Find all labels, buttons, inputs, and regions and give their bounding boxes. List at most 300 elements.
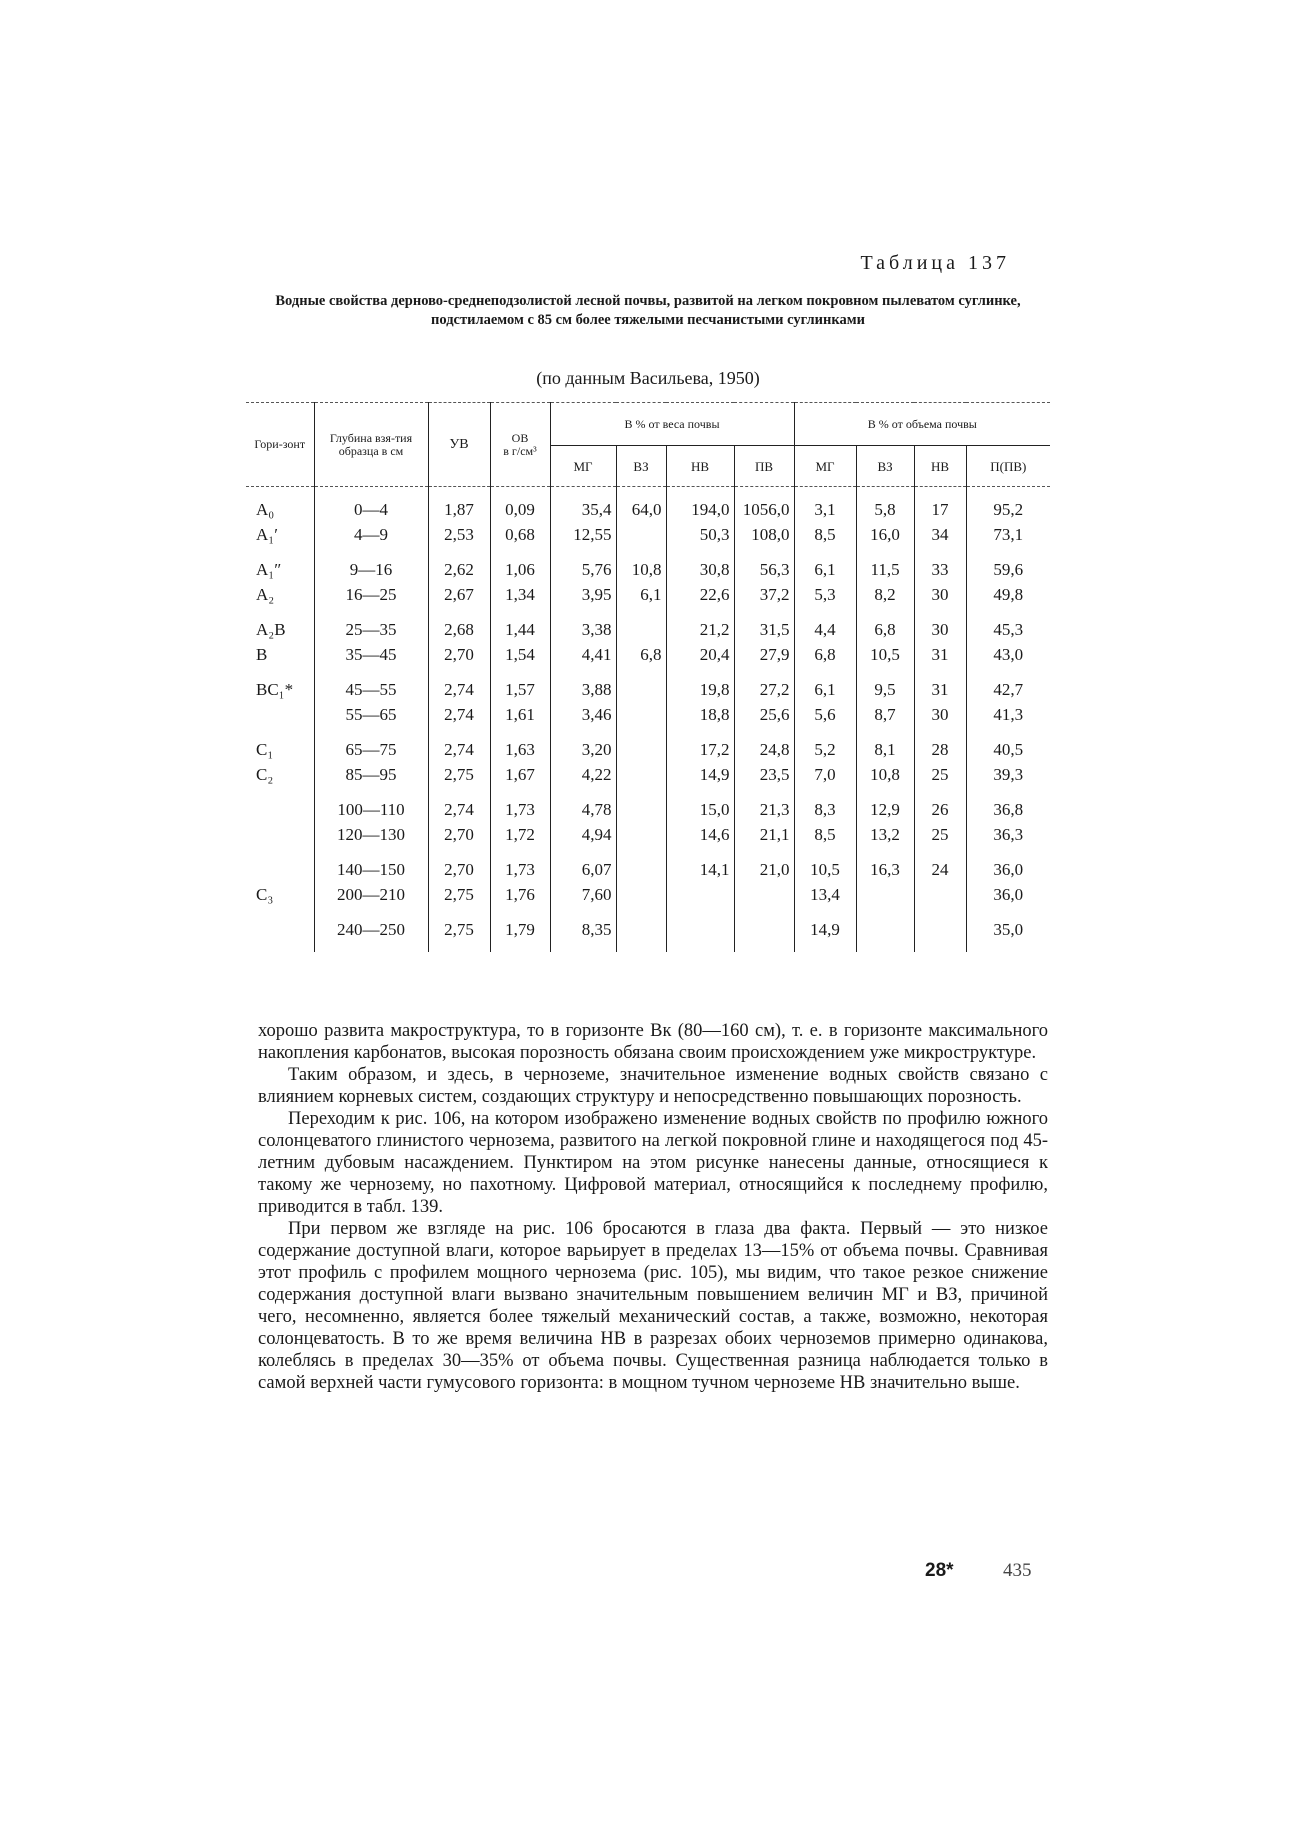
cell-uv: 2,68 — [428, 617, 490, 642]
cell-ov: 1,79 — [490, 917, 550, 942]
cell-depth: 65—75 — [314, 737, 428, 762]
spacer-cell — [914, 907, 966, 917]
cell-weight-mg: 4,78 — [550, 797, 616, 822]
cell-ov: 1,34 — [490, 582, 550, 607]
cell-weight-pv: 27,9 — [734, 642, 794, 667]
spacer-cell — [794, 727, 856, 737]
spacer-cell — [794, 547, 856, 557]
cell-volume-vz: 6,8 — [856, 617, 914, 642]
cell-horizon — [246, 857, 314, 882]
cell-weight-vz: 64,0 — [616, 497, 666, 522]
spacer-cell — [734, 907, 794, 917]
cell-uv: 2,74 — [428, 702, 490, 727]
cell-weight-mg: 6,07 — [550, 857, 616, 882]
spacer-cell — [550, 487, 616, 498]
cell-weight-nv: 18,8 — [666, 702, 734, 727]
paragraph: Переходим к рис. 106, на котором изображено изменение водных свойств по профилю южного солонцеватого глинистого чернозема, развитого на легкой покровной глине и находящегося под 45-летним дубовым насаждением. Пунктиром на этом рисунке нанесены данные, относящиеся к такому же чернозему, но пахотному. Цифровой материал, относящийся к последнему профилю, приводится в табл. 139. — [258, 1109, 1048, 1217]
header-weight-vz: ВЗ — [616, 446, 666, 487]
cell-weight-vz: 6,1 — [616, 582, 666, 607]
cell-uv: 2,62 — [428, 557, 490, 582]
spacer-cell — [428, 727, 490, 737]
cell-weight-mg: 12,55 — [550, 522, 616, 547]
cell-volume-vz: 16,3 — [856, 857, 914, 882]
spacer-cell — [246, 487, 314, 498]
header-ov-unit: в г/см³ — [503, 443, 537, 458]
spacer-cell — [856, 667, 914, 677]
cell-weight-mg: 3,38 — [550, 617, 616, 642]
cell-weight-vz — [616, 677, 666, 702]
cell-volume-nv: 17 — [914, 497, 966, 522]
spacer-cell — [966, 907, 1050, 917]
header-weight-nv: НВ — [666, 446, 734, 487]
header-horizon: Гори-зонт — [246, 403, 314, 487]
cell-volume-nv: 31 — [914, 677, 966, 702]
cell-volume-mg: 7,0 — [794, 762, 856, 787]
spacer-cell — [616, 847, 666, 857]
header-weight-mg: МГ — [550, 446, 616, 487]
cell-volume-ppv: 35,0 — [966, 917, 1050, 942]
spacer-cell — [966, 942, 1050, 952]
cell-weight-vz — [616, 797, 666, 822]
spacer-cell — [966, 607, 1050, 617]
cell-volume-vz: 16,0 — [856, 522, 914, 547]
cell-ov: 1,73 — [490, 857, 550, 882]
spacer-cell — [616, 942, 666, 952]
cell-volume-vz: 10,8 — [856, 762, 914, 787]
cell-ov: 1,44 — [490, 617, 550, 642]
cell-volume-ppv: 36,0 — [966, 882, 1050, 907]
cell-weight-nv — [666, 917, 734, 942]
cell-volume-vz: 9,5 — [856, 677, 914, 702]
table-row — [246, 522, 1050, 547]
row-spacer — [246, 942, 1050, 952]
spacer-cell — [914, 487, 966, 498]
cell-horizon: A₂ — [256, 585, 275, 604]
spacer-cell — [734, 547, 794, 557]
cell-weight-vz: 6,8 — [616, 642, 666, 667]
header-volume-vz: ВЗ — [856, 446, 914, 487]
spacer-cell — [914, 787, 966, 797]
spacer-cell — [794, 787, 856, 797]
row-spacer — [246, 907, 1050, 917]
spacer-cell — [914, 847, 966, 857]
cell-weight-nv: 22,6 — [666, 582, 734, 607]
spacer-cell — [666, 907, 734, 917]
spacer-cell — [428, 907, 490, 917]
cell-volume-mg: 6,8 — [794, 642, 856, 667]
cell-uv: 2,53 — [428, 522, 490, 547]
spacer-cell — [794, 667, 856, 677]
cell-weight-pv: 21,3 — [734, 797, 794, 822]
page-number: 435 — [1003, 1560, 1032, 1581]
cell-weight-mg: 7,60 — [550, 882, 616, 907]
cell-volume-ppv: 73,1 — [966, 522, 1050, 547]
cell-volume-ppv: 36,3 — [966, 822, 1050, 847]
spacer-cell — [314, 907, 428, 917]
spacer-cell — [246, 667, 314, 677]
spacer-cell — [966, 667, 1050, 677]
spacer-cell — [856, 727, 914, 737]
spacer-cell — [914, 727, 966, 737]
spacer-cell — [550, 547, 616, 557]
cell-weight-vz — [616, 917, 666, 942]
spacer-cell — [490, 547, 550, 557]
table-row — [246, 917, 1050, 942]
header-uv: УВ — [428, 403, 490, 487]
table-row — [246, 617, 1050, 642]
spacer-cell — [490, 667, 550, 677]
cell-uv: 2,70 — [428, 857, 490, 882]
cell-depth: 45—55 — [314, 677, 428, 702]
cell-volume-ppv: 95,2 — [966, 497, 1050, 522]
spacer-cell — [246, 907, 314, 917]
cell-volume-nv: 31 — [914, 642, 966, 667]
spacer-cell — [856, 607, 914, 617]
row-spacer — [246, 847, 1050, 857]
table-row — [246, 857, 1050, 882]
cell-weight-nv: 14,6 — [666, 822, 734, 847]
spacer-cell — [550, 847, 616, 857]
cell-weight-mg: 4,94 — [550, 822, 616, 847]
cell-volume-mg: 5,3 — [794, 582, 856, 607]
cell-weight-mg: 4,22 — [550, 762, 616, 787]
cell-ov: 1,61 — [490, 702, 550, 727]
spacer-cell — [246, 607, 314, 617]
cell-volume-mg: 13,4 — [794, 882, 856, 907]
spacer-cell — [966, 547, 1050, 557]
table-row — [246, 557, 1050, 582]
cell-weight-pv: 25,6 — [734, 702, 794, 727]
table-row — [246, 677, 1050, 702]
cell-volume-vz — [856, 917, 914, 942]
cell-ov: 1,54 — [490, 642, 550, 667]
cell-weight-vz: 10,8 — [616, 557, 666, 582]
cell-volume-nv: 33 — [914, 557, 966, 582]
cell-weight-pv: 23,5 — [734, 762, 794, 787]
header-depth: Глубина взя-тия образца в см — [314, 403, 428, 487]
cell-weight-vz — [616, 857, 666, 882]
cell-uv: 2,70 — [428, 642, 490, 667]
cell-horizon — [246, 822, 314, 847]
spacer-cell — [314, 487, 428, 498]
cell-weight-nv: 14,1 — [666, 857, 734, 882]
cell-uv: 2,74 — [428, 677, 490, 702]
cell-depth: 9—16 — [314, 557, 428, 582]
cell-depth: 25—35 — [314, 617, 428, 642]
spacer-cell — [734, 942, 794, 952]
cell-volume-ppv: 36,8 — [966, 797, 1050, 822]
cell-volume-vz: 8,1 — [856, 737, 914, 762]
row-spacer — [246, 487, 1050, 498]
cell-weight-pv: 108,0 — [734, 522, 794, 547]
cell-volume-mg: 4,4 — [794, 617, 856, 642]
cell-weight-nv: 14,9 — [666, 762, 734, 787]
cell-weight-vz — [616, 762, 666, 787]
cell-weight-mg: 4,41 — [550, 642, 616, 667]
cell-weight-vz — [616, 737, 666, 762]
spacer-cell — [914, 547, 966, 557]
cell-volume-nv: 30 — [914, 702, 966, 727]
cell-weight-nv: 20,4 — [666, 642, 734, 667]
cell-weight-pv: 31,5 — [734, 617, 794, 642]
cell-uv: 2,75 — [428, 882, 490, 907]
spacer-cell — [734, 607, 794, 617]
cell-weight-mg: 5,76 — [550, 557, 616, 582]
cell-weight-pv — [734, 917, 794, 942]
cell-volume-mg: 8,3 — [794, 797, 856, 822]
table-source: (по данным Васильева, 1950) — [536, 368, 760, 388]
spacer-cell — [314, 667, 428, 677]
header-ov-label: ОВ — [511, 430, 529, 445]
spacer-cell — [616, 487, 666, 498]
cell-horizon — [246, 797, 314, 822]
spacer-cell — [616, 547, 666, 557]
cell-volume-mg: 14,9 — [794, 917, 856, 942]
spacer-cell — [666, 942, 734, 952]
spacer-cell — [666, 487, 734, 498]
spacer-cell — [490, 942, 550, 952]
cell-ov: 1,63 — [490, 737, 550, 762]
cell-weight-nv: 17,2 — [666, 737, 734, 762]
cell-ov: 1,72 — [490, 822, 550, 847]
cell-volume-vz — [856, 882, 914, 907]
spacer-cell — [666, 547, 734, 557]
spacer-cell — [246, 847, 314, 857]
cell-weight-nv: 21,2 — [666, 617, 734, 642]
cell-weight-mg: 3,20 — [550, 737, 616, 762]
cell-horizon — [246, 917, 314, 942]
cell-volume-mg: 5,2 — [794, 737, 856, 762]
cell-weight-mg: 8,35 — [550, 917, 616, 942]
spacer-cell — [616, 787, 666, 797]
spacer-cell — [314, 787, 428, 797]
spacer-cell — [246, 547, 314, 557]
table-row — [246, 497, 1050, 522]
cell-volume-nv — [914, 917, 966, 942]
spacer-cell — [616, 667, 666, 677]
cell-weight-nv: 50,3 — [666, 522, 734, 547]
paragraph: Таким образом, и здесь, в черноземе, значительное изменение водных свойств связано с влиянием корневых систем, создающих структуру и непосредственно повышающих порозность. — [258, 1065, 1048, 1107]
spacer-cell — [666, 667, 734, 677]
cell-weight-mg: 35,4 — [550, 497, 616, 522]
cell-ov: 0,09 — [490, 497, 550, 522]
cell-volume-nv: 34 — [914, 522, 966, 547]
spacer-cell — [856, 547, 914, 557]
cell-ov: 1,73 — [490, 797, 550, 822]
paragraph: хорошо развита макроструктура, то в горизонте Bк (80—160 см), т. е. в горизонте максимального накопления карбонатов, высокая порозность обязана своим происхождением уже микроструктуре. — [258, 1021, 1048, 1063]
spacer-cell — [490, 487, 550, 498]
cell-horizon: A₂B — [256, 620, 286, 639]
header-weight-pv: ПВ — [734, 446, 794, 487]
cell-volume-mg: 3,1 — [794, 497, 856, 522]
cell-volume-ppv: 49,8 — [966, 582, 1050, 607]
cell-weight-pv: 1056,0 — [734, 497, 794, 522]
table-caption: Водные свойства дерново-среднеподзолистой лесной почвы, развитой на легком покровном пылеватом суглинке, подстилаемом с 85 см более тяжелыми песчанистыми суглинками — [275, 293, 1021, 328]
cell-horizon: A₁″ — [256, 560, 282, 579]
cell-weight-mg: 3,95 — [550, 582, 616, 607]
table-row — [246, 822, 1050, 847]
cell-volume-mg: 6,1 — [794, 557, 856, 582]
cell-depth: 55—65 — [314, 702, 428, 727]
spacer-cell — [794, 847, 856, 857]
cell-volume-ppv: 59,6 — [966, 557, 1050, 582]
spacer-cell — [314, 607, 428, 617]
cell-weight-pv: 21,1 — [734, 822, 794, 847]
spacer-cell — [490, 727, 550, 737]
table-header — [246, 403, 1050, 487]
cell-uv: 2,70 — [428, 822, 490, 847]
spacer-cell — [666, 607, 734, 617]
paragraph: При первом же взгляде на рис. 106 бросаются в глаза два факта. Первый — это низкое содержание доступной влаги, которое варьирует в пределах 13—15% от объема почвы. Сравнивая этот профиль с профилем мощного чернозема (рис. 105), мы видим, что такое резкое снижение содержания доступной влаги вызвано значительным повышением величин МГ и ВЗ, причиной чего, несомненно, является более тяжелый механический состав, а также, возможно, некоторая солонцеватость. В то же время величина НВ в разрезах обоих черноземов примерно одинакова, колеблясь в пределах 30—35% от объема почвы. Существенная разница наблюдается только в самой верхней части гумусового горизонта: в мощном тучном черноземе НВ значительно выше. — [258, 1219, 1048, 1393]
cell-volume-nv: 25 — [914, 822, 966, 847]
cell-volume-nv: 24 — [914, 857, 966, 882]
cell-horizon: A₁′ — [256, 525, 278, 544]
cell-depth: 4—9 — [314, 522, 428, 547]
spacer-cell — [314, 942, 428, 952]
cell-volume-vz: 13,2 — [856, 822, 914, 847]
spacer-cell — [966, 847, 1050, 857]
spacer-cell — [734, 667, 794, 677]
cell-uv: 2,74 — [428, 797, 490, 822]
spacer-cell — [550, 907, 616, 917]
cell-weight-vz — [616, 522, 666, 547]
spacer-cell — [966, 727, 1050, 737]
cell-ov: 0,68 — [490, 522, 550, 547]
spacer-cell — [734, 787, 794, 797]
cell-horizon: C₂ — [256, 765, 274, 784]
spacer-cell — [490, 607, 550, 617]
cell-volume-mg: 8,5 — [794, 822, 856, 847]
spacer-cell — [616, 727, 666, 737]
header-volume-ppv: П(ПВ) — [966, 446, 1050, 487]
spacer-cell — [428, 547, 490, 557]
cell-uv: 1,87 — [428, 497, 490, 522]
header-volume-nv: НВ — [914, 446, 966, 487]
spacer-cell — [856, 942, 914, 952]
spacer-cell — [490, 847, 550, 857]
header-ov — [490, 403, 550, 487]
spacer-cell — [428, 667, 490, 677]
spacer-cell — [666, 787, 734, 797]
spacer-cell — [914, 607, 966, 617]
cell-ov: 1,06 — [490, 557, 550, 582]
cell-weight-pv: 56,3 — [734, 557, 794, 582]
cell-weight-vz — [616, 702, 666, 727]
cell-depth: 0—4 — [314, 497, 428, 522]
table-row — [246, 762, 1050, 787]
table-row — [246, 737, 1050, 762]
spacer-cell — [794, 907, 856, 917]
cell-weight-mg: 3,88 — [550, 677, 616, 702]
cell-depth: 140—150 — [314, 857, 428, 882]
cell-uv: 2,75 — [428, 762, 490, 787]
spacer-cell — [734, 727, 794, 737]
table-row — [246, 797, 1050, 822]
cell-volume-nv: 30 — [914, 617, 966, 642]
cell-weight-mg: 3,46 — [550, 702, 616, 727]
spacer-cell — [490, 787, 550, 797]
cell-volume-vz: 8,2 — [856, 582, 914, 607]
spacer-cell — [246, 942, 314, 952]
cell-horizon: BC₁* — [256, 680, 294, 699]
spacer-cell — [314, 847, 428, 857]
cell-horizon: C₃ — [256, 885, 274, 904]
cell-volume-nv: 26 — [914, 797, 966, 822]
cell-weight-vz — [616, 617, 666, 642]
cell-volume-ppv: 43,0 — [966, 642, 1050, 667]
cell-weight-nv: 19,8 — [666, 677, 734, 702]
cell-volume-nv: 28 — [914, 737, 966, 762]
cell-volume-ppv: 41,3 — [966, 702, 1050, 727]
spacer-cell — [966, 487, 1050, 498]
cell-ov: 1,76 — [490, 882, 550, 907]
spacer-cell — [856, 487, 914, 498]
spacer-cell — [856, 787, 914, 797]
spacer-cell — [794, 487, 856, 498]
table-body — [246, 487, 1050, 953]
cell-volume-mg: 5,6 — [794, 702, 856, 727]
spacer-cell — [666, 727, 734, 737]
cell-weight-pv: 27,2 — [734, 677, 794, 702]
spacer-cell — [490, 907, 550, 917]
cell-volume-vz: 5,8 — [856, 497, 914, 522]
body-text — [258, 1020, 1048, 1394]
cell-horizon: B — [256, 645, 268, 664]
cell-volume-vz: 11,5 — [856, 557, 914, 582]
table-label: Таблица 137 — [860, 252, 1010, 274]
spacer-cell — [914, 667, 966, 677]
spacer-cell — [794, 942, 856, 952]
cell-volume-ppv: 40,5 — [966, 737, 1050, 762]
cell-weight-nv: 15,0 — [666, 797, 734, 822]
cell-volume-nv: 25 — [914, 762, 966, 787]
header-group-volume: В % от объема почвы — [794, 403, 1050, 446]
cell-depth: 100—110 — [314, 797, 428, 822]
cell-uv: 2,74 — [428, 737, 490, 762]
cell-volume-ppv: 45,3 — [966, 617, 1050, 642]
water-properties-table — [246, 402, 1050, 952]
spacer-cell — [734, 847, 794, 857]
spacer-cell — [246, 727, 314, 737]
cell-ov: 1,57 — [490, 677, 550, 702]
row-spacer — [246, 727, 1050, 737]
cell-volume-vz: 12,9 — [856, 797, 914, 822]
cell-volume-mg: 8,5 — [794, 522, 856, 547]
spacer-cell — [666, 847, 734, 857]
spacer-cell — [550, 942, 616, 952]
table-row — [246, 882, 1050, 907]
spacer-cell — [616, 607, 666, 617]
spacer-cell — [428, 607, 490, 617]
spacer-cell — [428, 942, 490, 952]
table-row — [246, 702, 1050, 727]
cell-weight-pv: 21,0 — [734, 857, 794, 882]
table-row — [246, 642, 1050, 667]
spacer-cell — [314, 547, 428, 557]
spacer-cell — [428, 787, 490, 797]
spacer-cell — [550, 727, 616, 737]
spacer-cell — [966, 787, 1050, 797]
cell-depth: 200—210 — [314, 882, 428, 907]
spacer-cell — [428, 487, 490, 498]
spacer-cell — [616, 907, 666, 917]
row-spacer — [246, 787, 1050, 797]
cell-volume-vz: 8,7 — [856, 702, 914, 727]
spacer-cell — [856, 907, 914, 917]
cell-volume-ppv: 42,7 — [966, 677, 1050, 702]
cell-volume-ppv: 39,3 — [966, 762, 1050, 787]
cell-weight-pv — [734, 882, 794, 907]
